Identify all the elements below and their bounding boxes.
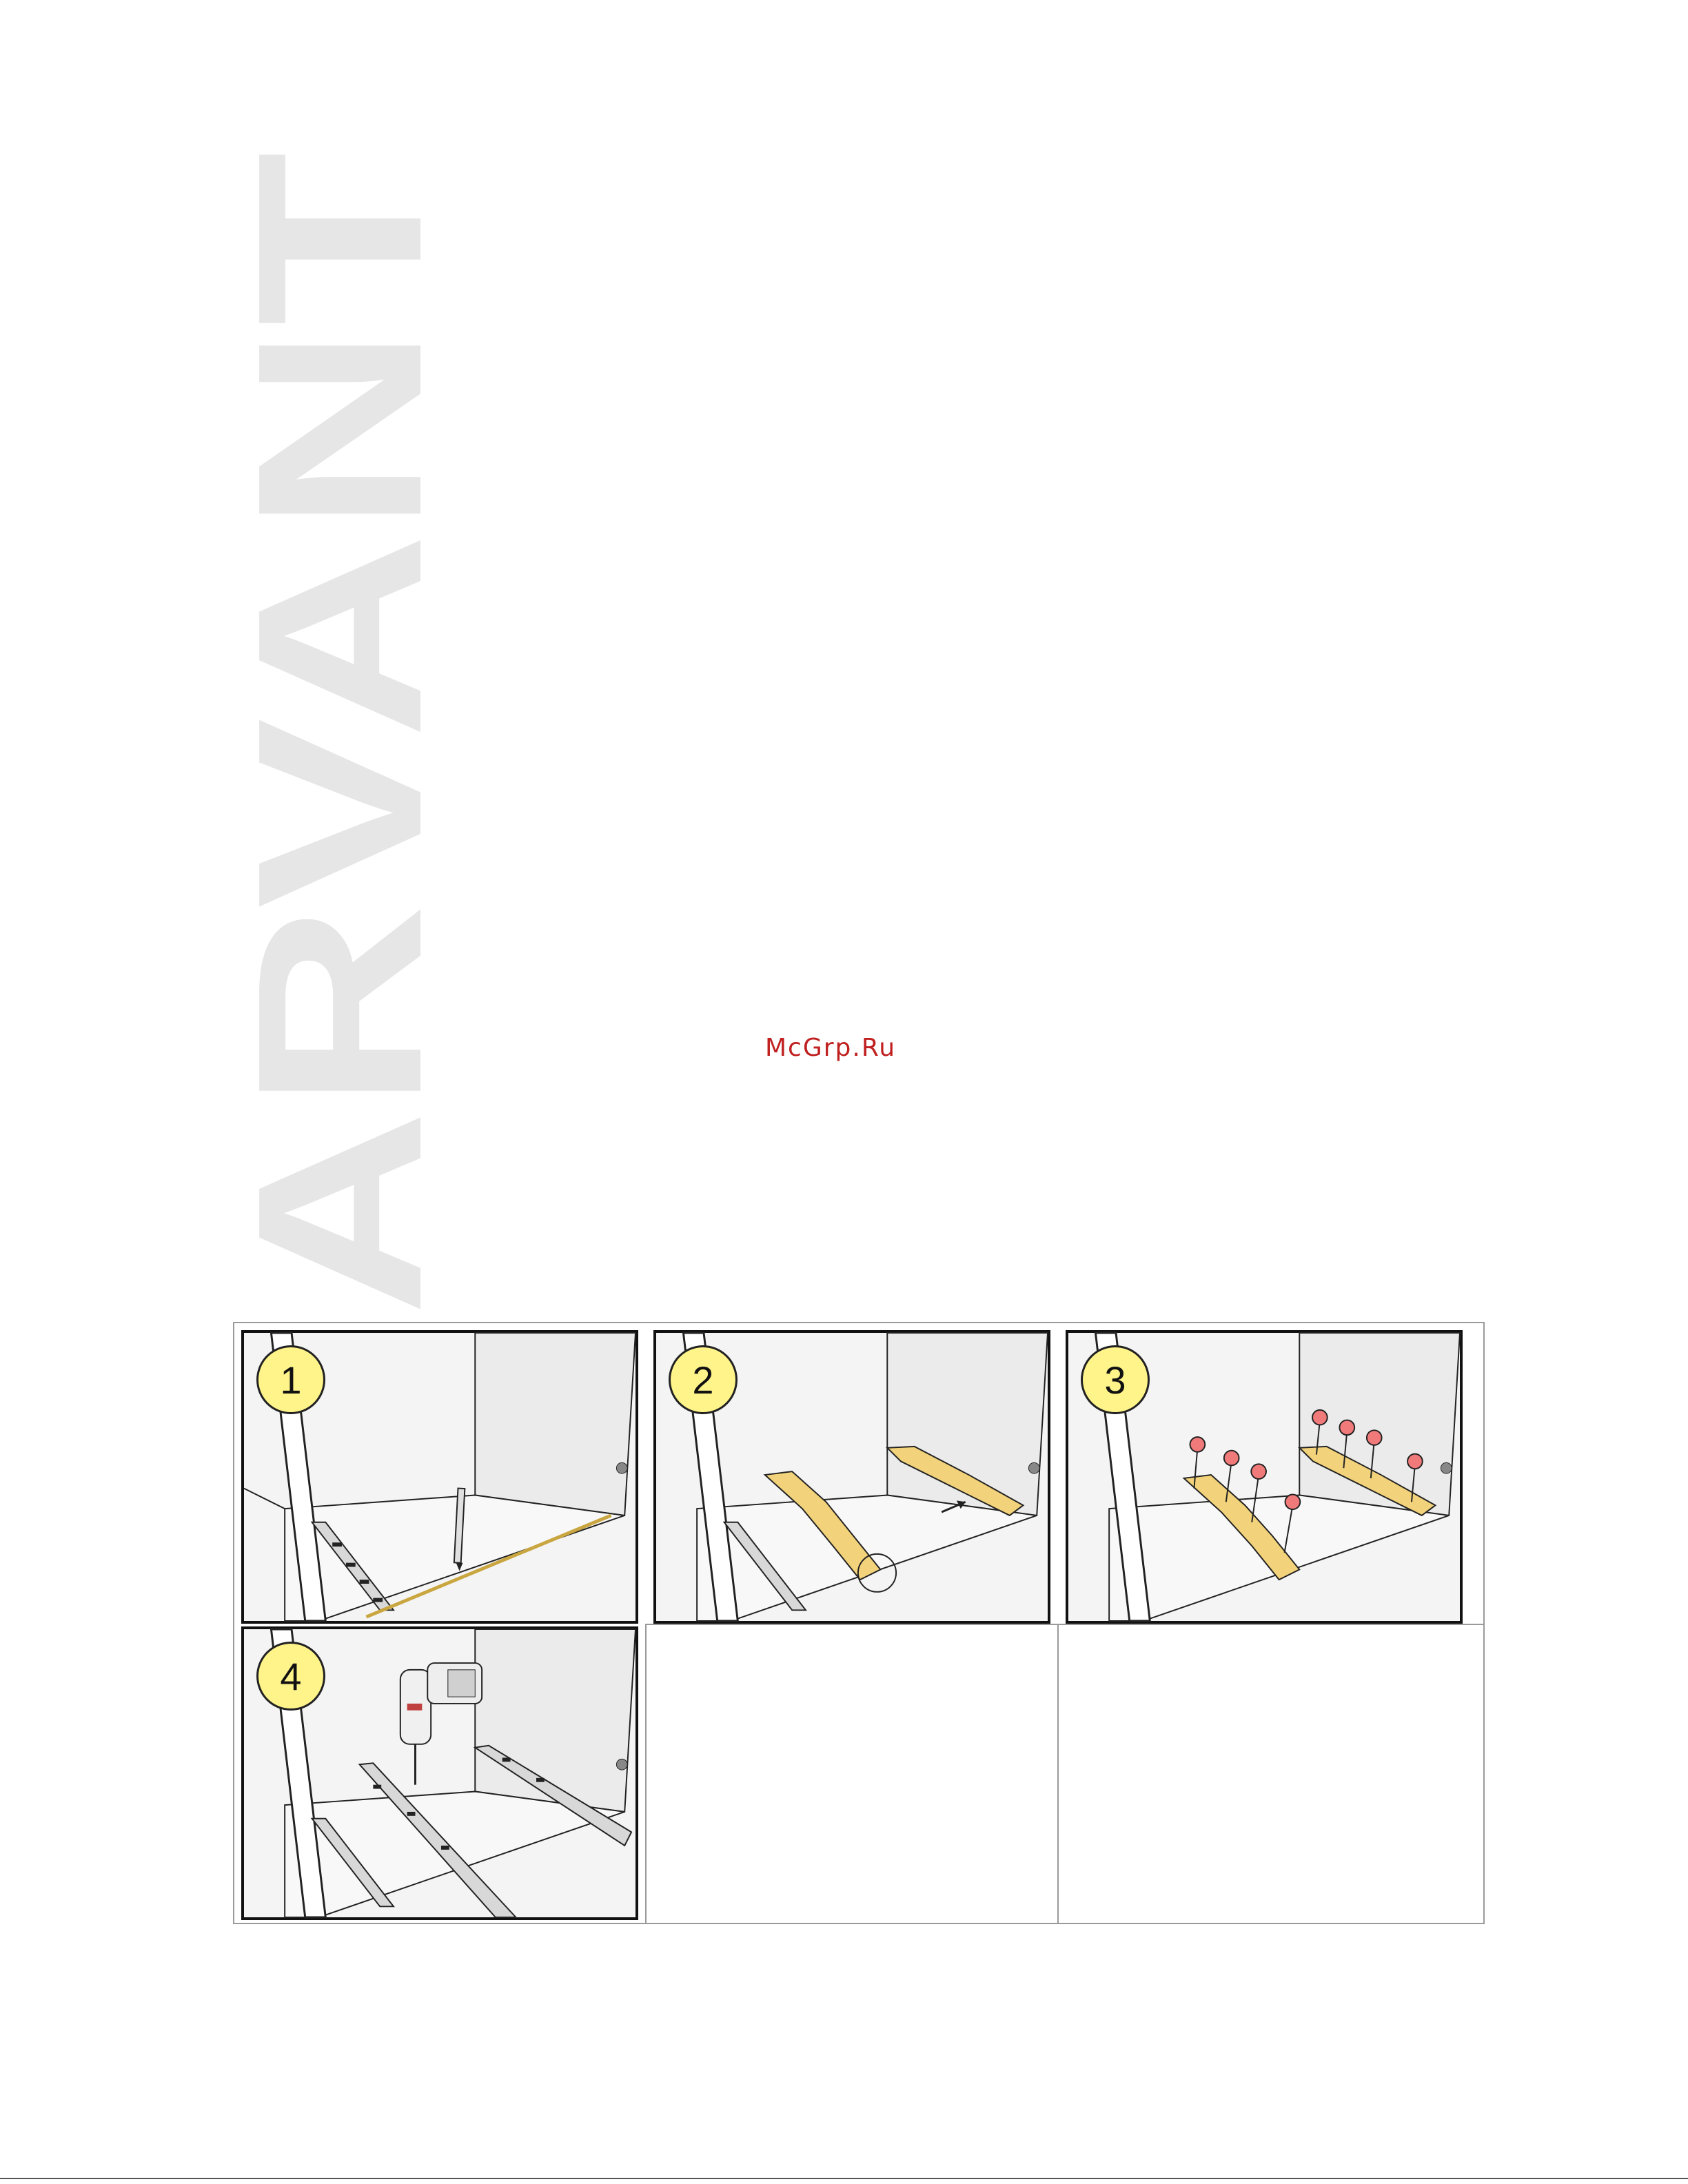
- watermark-text: McGrp.Ru: [765, 1034, 897, 1062]
- step-1-panel: [241, 1330, 638, 1624]
- empty-cell-6: [1057, 1624, 1485, 1924]
- step-2-panel: [653, 1330, 1050, 1624]
- step-3-badge: 3: [1081, 1345, 1150, 1414]
- brand-logo-vertical: [209, 152, 471, 1316]
- step-1-badge: 1: [256, 1345, 325, 1414]
- step-2-badge: 2: [669, 1345, 738, 1414]
- empty-cell-5: [645, 1624, 1057, 1924]
- step-4-panel: [241, 1626, 638, 1920]
- step-4-badge: 4: [256, 1642, 325, 1711]
- brand-wordmark: ARVANT: [209, 361, 471, 1316]
- instruction-grid: [233, 1322, 1485, 1924]
- footer-divider: [0, 2178, 1688, 2179]
- step-3-panel: [1066, 1330, 1463, 1624]
